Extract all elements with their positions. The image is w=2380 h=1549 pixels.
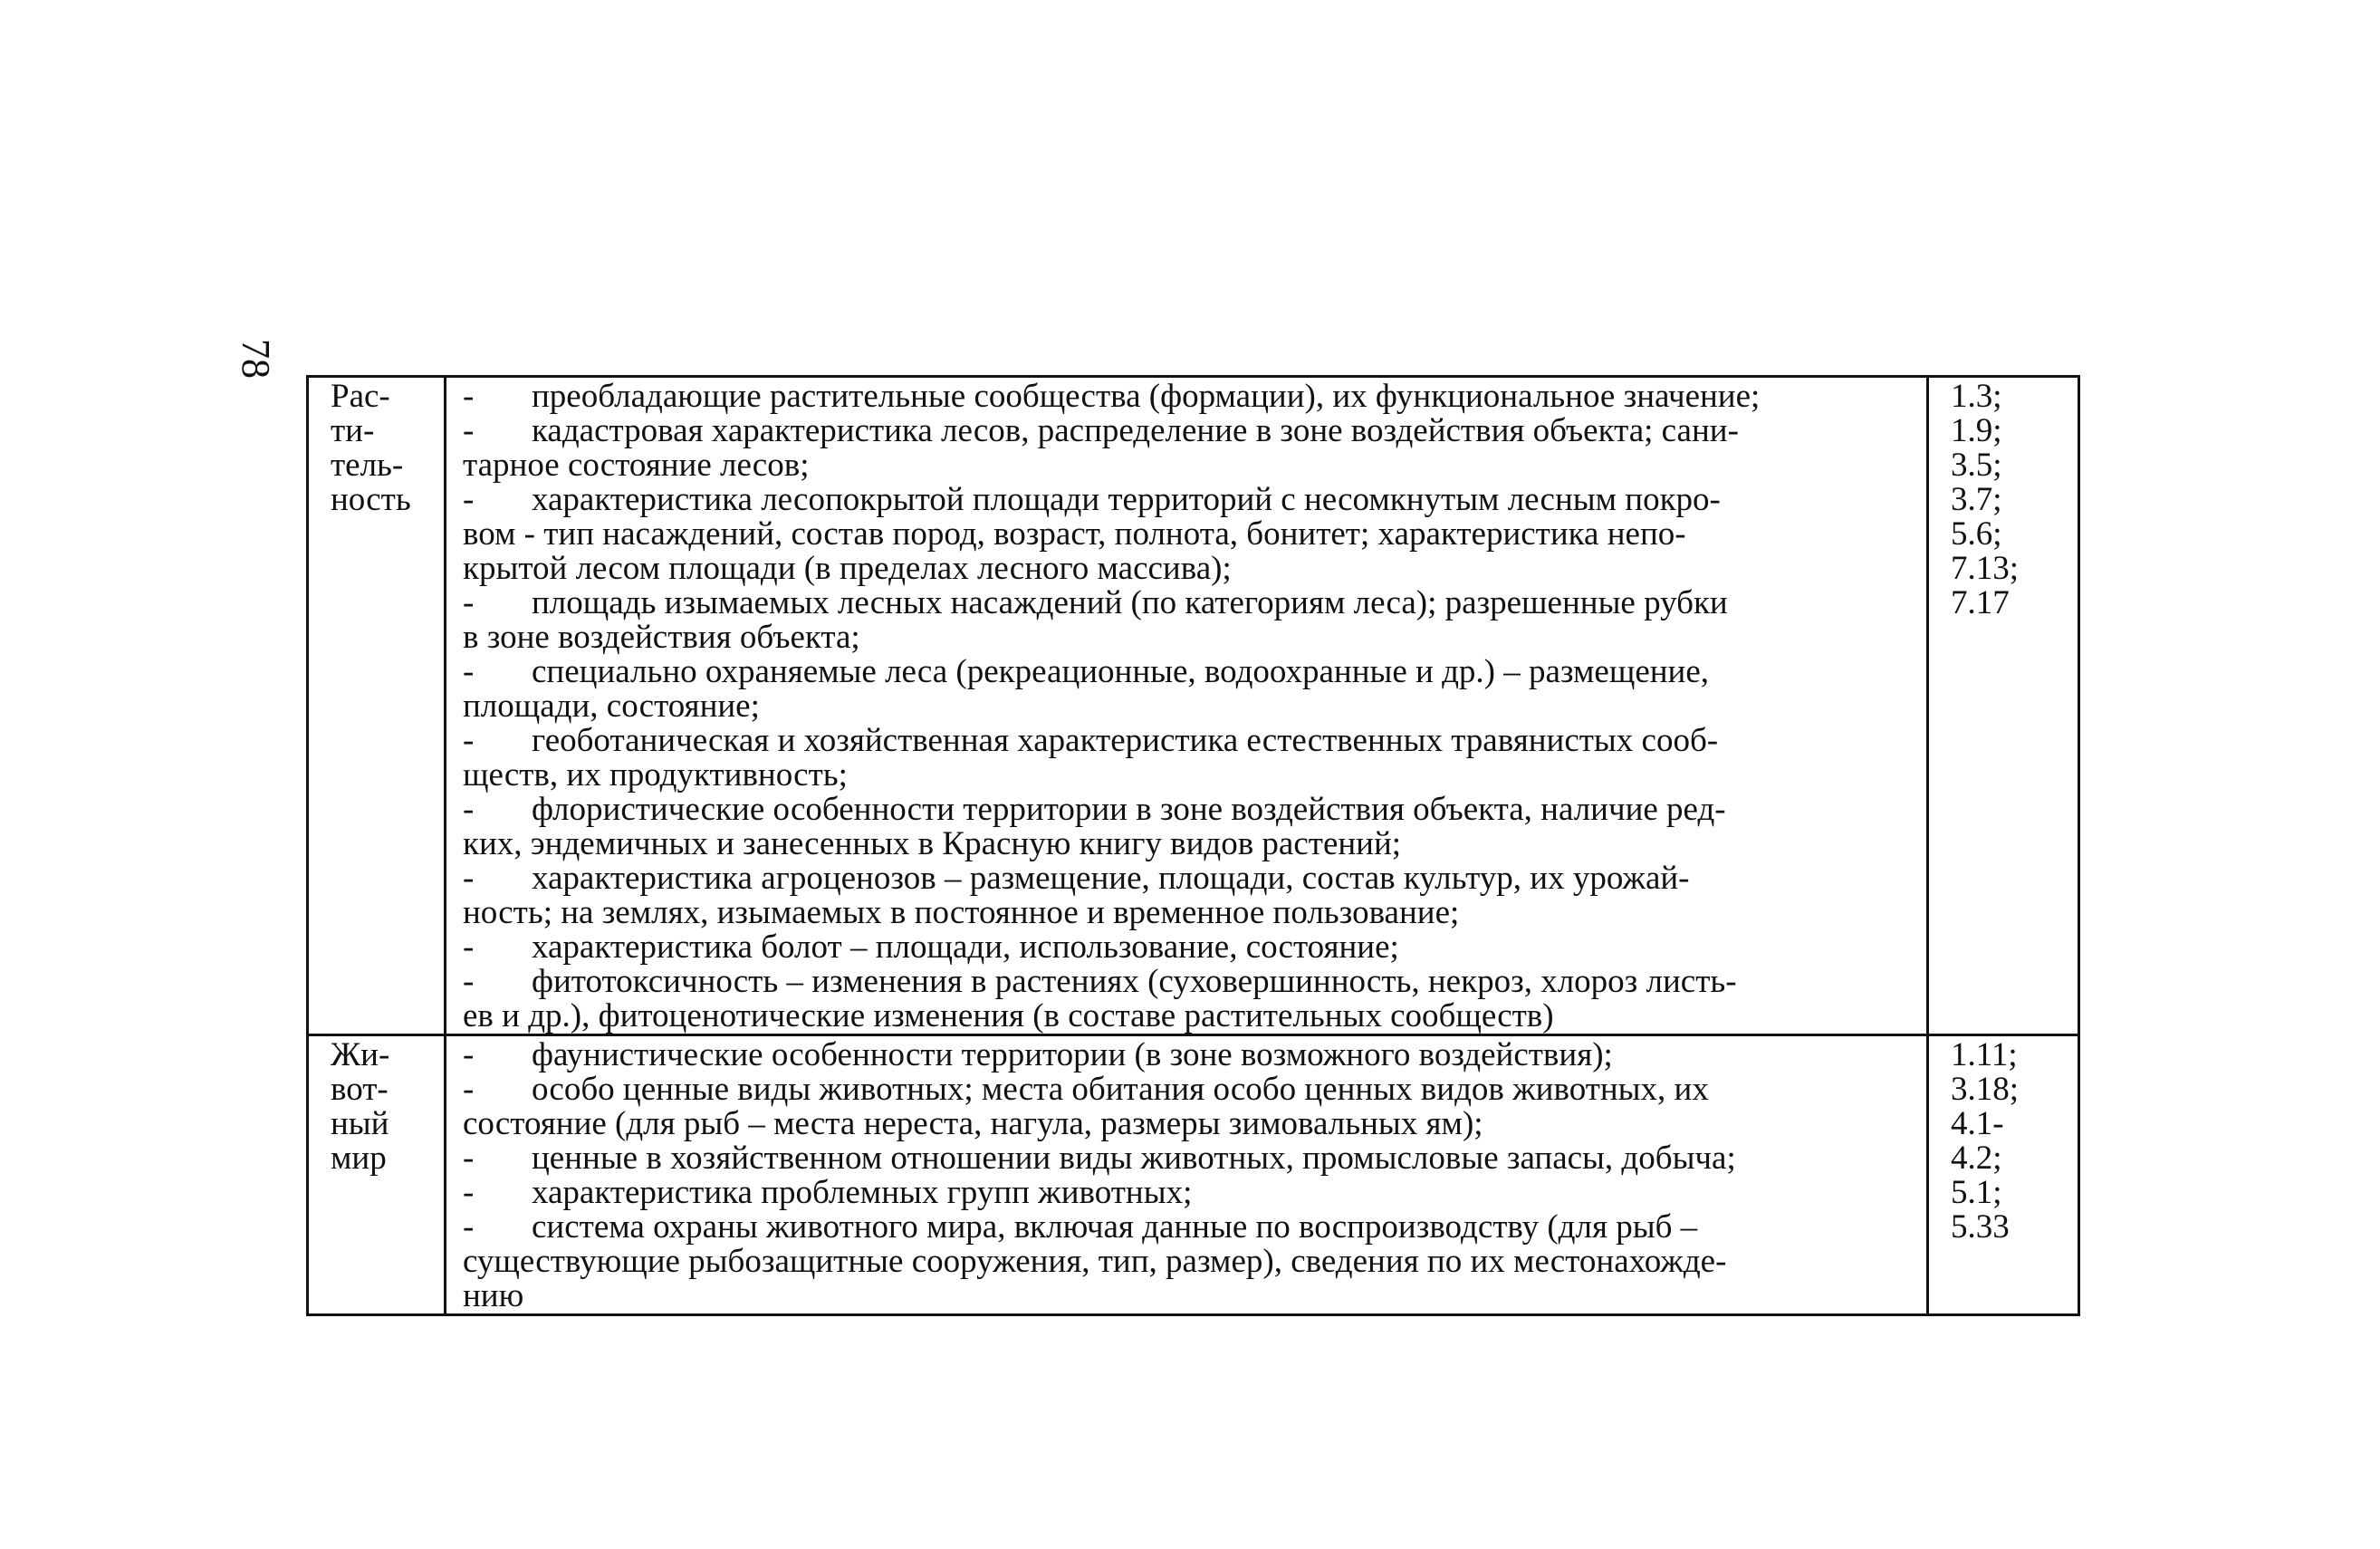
list-item-continuation: [463, 552, 1910, 586]
list-item-text: ность; на землях, изымаемых в постоянное и временное пользование;: [463, 894, 1460, 931]
table-row-vegetation: [308, 377, 2079, 1035]
reference-number: 1.11;: [1951, 1036, 2018, 1073]
list-item-text: специально охраняемые леса (рекреационные, водоохранные и др.) – размещение,: [532, 653, 1710, 690]
list-item-text: ценные в хозяйственном отношении виды животных, промысловые запасы, добыча;: [532, 1140, 1736, 1177]
list-item-text: тарное состояние лесов;: [463, 447, 810, 484]
list-item-continuation: [463, 999, 1910, 1034]
reference-number: 3.18;: [1951, 1071, 2020, 1108]
list-item-text: кадастровая характеристика лесов, распределение в зоне воздействия объекта; сани-: [532, 412, 1739, 449]
list-item: [463, 793, 1910, 827]
list-item-text: преобладающие растительные сообщества (формации), их функциональное значение;: [532, 378, 1761, 415]
dash-bullet: -: [463, 1071, 475, 1108]
list-item-text: характеристика проблемных групп животных;: [532, 1174, 1193, 1211]
list-item-text: фаунистические особенности территории (в зоне возможного воздействия);: [532, 1036, 1613, 1073]
category-label-line: тель-: [331, 447, 404, 484]
reference-number: 5.33: [1951, 1208, 2010, 1246]
dash-bullet: -: [463, 722, 475, 759]
list-item-continuation: [463, 621, 1910, 655]
reference-number: 7.17: [1951, 584, 2010, 621]
list-item: [463, 930, 1910, 965]
list-item-text: крытой лесом площади (в пределах лесного массива);: [463, 550, 1232, 587]
list-item: [463, 380, 1910, 414]
list-item-text: флористические особенности территории в зоне воздействия объекта, наличие ред-: [532, 791, 1726, 828]
category-cell: [308, 1035, 446, 1315]
references-cell: [1928, 377, 2079, 1035]
list-item-text: площади, состояние;: [463, 688, 760, 725]
category-label-line: Жи-: [331, 1036, 390, 1073]
items-cell: [446, 1035, 1928, 1315]
list-item-continuation: [463, 758, 1910, 793]
dash-bullet: -: [463, 928, 475, 966]
category-label-line: ность: [331, 481, 411, 518]
list-item-text: состояние (для рыб – места нереста, нагула, размеры зимовальных ям);: [463, 1105, 1483, 1142]
requirements-table: [306, 375, 2080, 1316]
references-cell: [1928, 1035, 2079, 1315]
list-item-text: ев и др.), фитоценотические изменения (в составе растительных сообществ): [463, 997, 1554, 1034]
reference-number: 4.1-: [1951, 1105, 2004, 1142]
dash-bullet: -: [463, 653, 475, 690]
list-item-continuation: [463, 1107, 1910, 1141]
dash-bullet: -: [463, 378, 475, 415]
list-item-continuation: [463, 517, 1910, 552]
list-item: [463, 1073, 1910, 1107]
dash-bullet: -: [463, 412, 475, 449]
list-item: [463, 1038, 1910, 1073]
list-item-continuation: [463, 827, 1910, 861]
list-item-text: существующие рыбозащитные сооружения, тип, размер), сведения по их местонахожде-: [463, 1243, 1727, 1280]
reference-number: 1.3;: [1951, 378, 2002, 415]
dash-bullet: -: [463, 1140, 475, 1177]
category-label-line: вот-: [331, 1071, 389, 1108]
dash-bullet: -: [463, 584, 475, 621]
reference-number: 5.6;: [1951, 515, 2002, 553]
category-label-line: мир: [331, 1140, 387, 1177]
list-item-text: характеристика болот – площади, использование, состояние;: [532, 928, 1399, 966]
list-item: [463, 483, 1910, 517]
items-cell: [446, 377, 1928, 1035]
reference-number: 4.2;: [1951, 1140, 2002, 1177]
list-item-continuation: [463, 1245, 1910, 1279]
list-item: [463, 1210, 1910, 1245]
dash-bullet: -: [463, 1036, 475, 1073]
list-item: [463, 724, 1910, 758]
list-item: [463, 1176, 1910, 1210]
list-item: [463, 655, 1910, 689]
list-item-text: ких, эндемичных и занесенных в Красную книгу видов растений;: [463, 825, 1402, 862]
reference-number: 7.13;: [1951, 550, 2020, 587]
list-item: [463, 1141, 1910, 1176]
reference-number: 3.5;: [1951, 447, 2002, 484]
list-item: [463, 965, 1910, 999]
list-item-text: система охраны животного мира, включая данные по воспроизводству (для рыб –: [532, 1208, 1698, 1246]
list-item-text: особо ценные виды животных; места обитания особо ценных видов животных, их: [532, 1071, 1709, 1108]
list-item: [463, 414, 1910, 448]
list-item: [463, 861, 1910, 896]
list-item-text: ществ, их продуктивность;: [463, 756, 848, 794]
category-label-line: Рас-: [331, 378, 390, 415]
dash-bullet: -: [463, 1174, 475, 1211]
list-item-text: характеристика агроценозов – размещение, площади, состав культур, их урожай-: [532, 860, 1690, 897]
dash-bullet: -: [463, 1208, 475, 1246]
list-item-continuation: [463, 896, 1910, 930]
list-item-continuation: [463, 689, 1910, 724]
page-number: 78: [234, 339, 278, 379]
category-label-line: ный: [331, 1105, 389, 1142]
list-item-text: геоботаническая и хозяйственная характеристика естественных травянистых сооб-: [532, 722, 1719, 759]
dash-bullet: -: [463, 963, 475, 1000]
list-item-text: в зоне воздействия объекта;: [463, 619, 860, 656]
list-item-text: нию: [463, 1277, 524, 1314]
list-item-continuation: [463, 1279, 1910, 1313]
reference-number: 3.7;: [1951, 481, 2002, 518]
dash-bullet: -: [463, 860, 475, 897]
category-cell: [308, 377, 446, 1035]
reference-number: 5.1;: [1951, 1174, 2002, 1211]
category-label-line: ти-: [331, 412, 375, 449]
list-item-continuation: [463, 448, 1910, 483]
list-item-text: площадь изымаемых лесных насаждений (по категориям леса); разрешенные рубки: [532, 584, 1728, 621]
list-item: [463, 586, 1910, 621]
list-item-text: вом - тип насаждений, состав пород, возраст, полнота, бонитет; характеристика непо-: [463, 515, 1686, 553]
list-item-text: характеристика лесопокрытой площади территорий с несомкнутым лесным покро-: [532, 481, 1721, 518]
reference-number: 1.9;: [1951, 412, 2002, 449]
dash-bullet: -: [463, 791, 475, 828]
dash-bullet: -: [463, 481, 475, 518]
table-row-fauna: [308, 1035, 2079, 1315]
list-item-text: фитотоксичность – изменения в растениях (суховершинность, некроз, хлороз листь-: [532, 963, 1737, 1000]
